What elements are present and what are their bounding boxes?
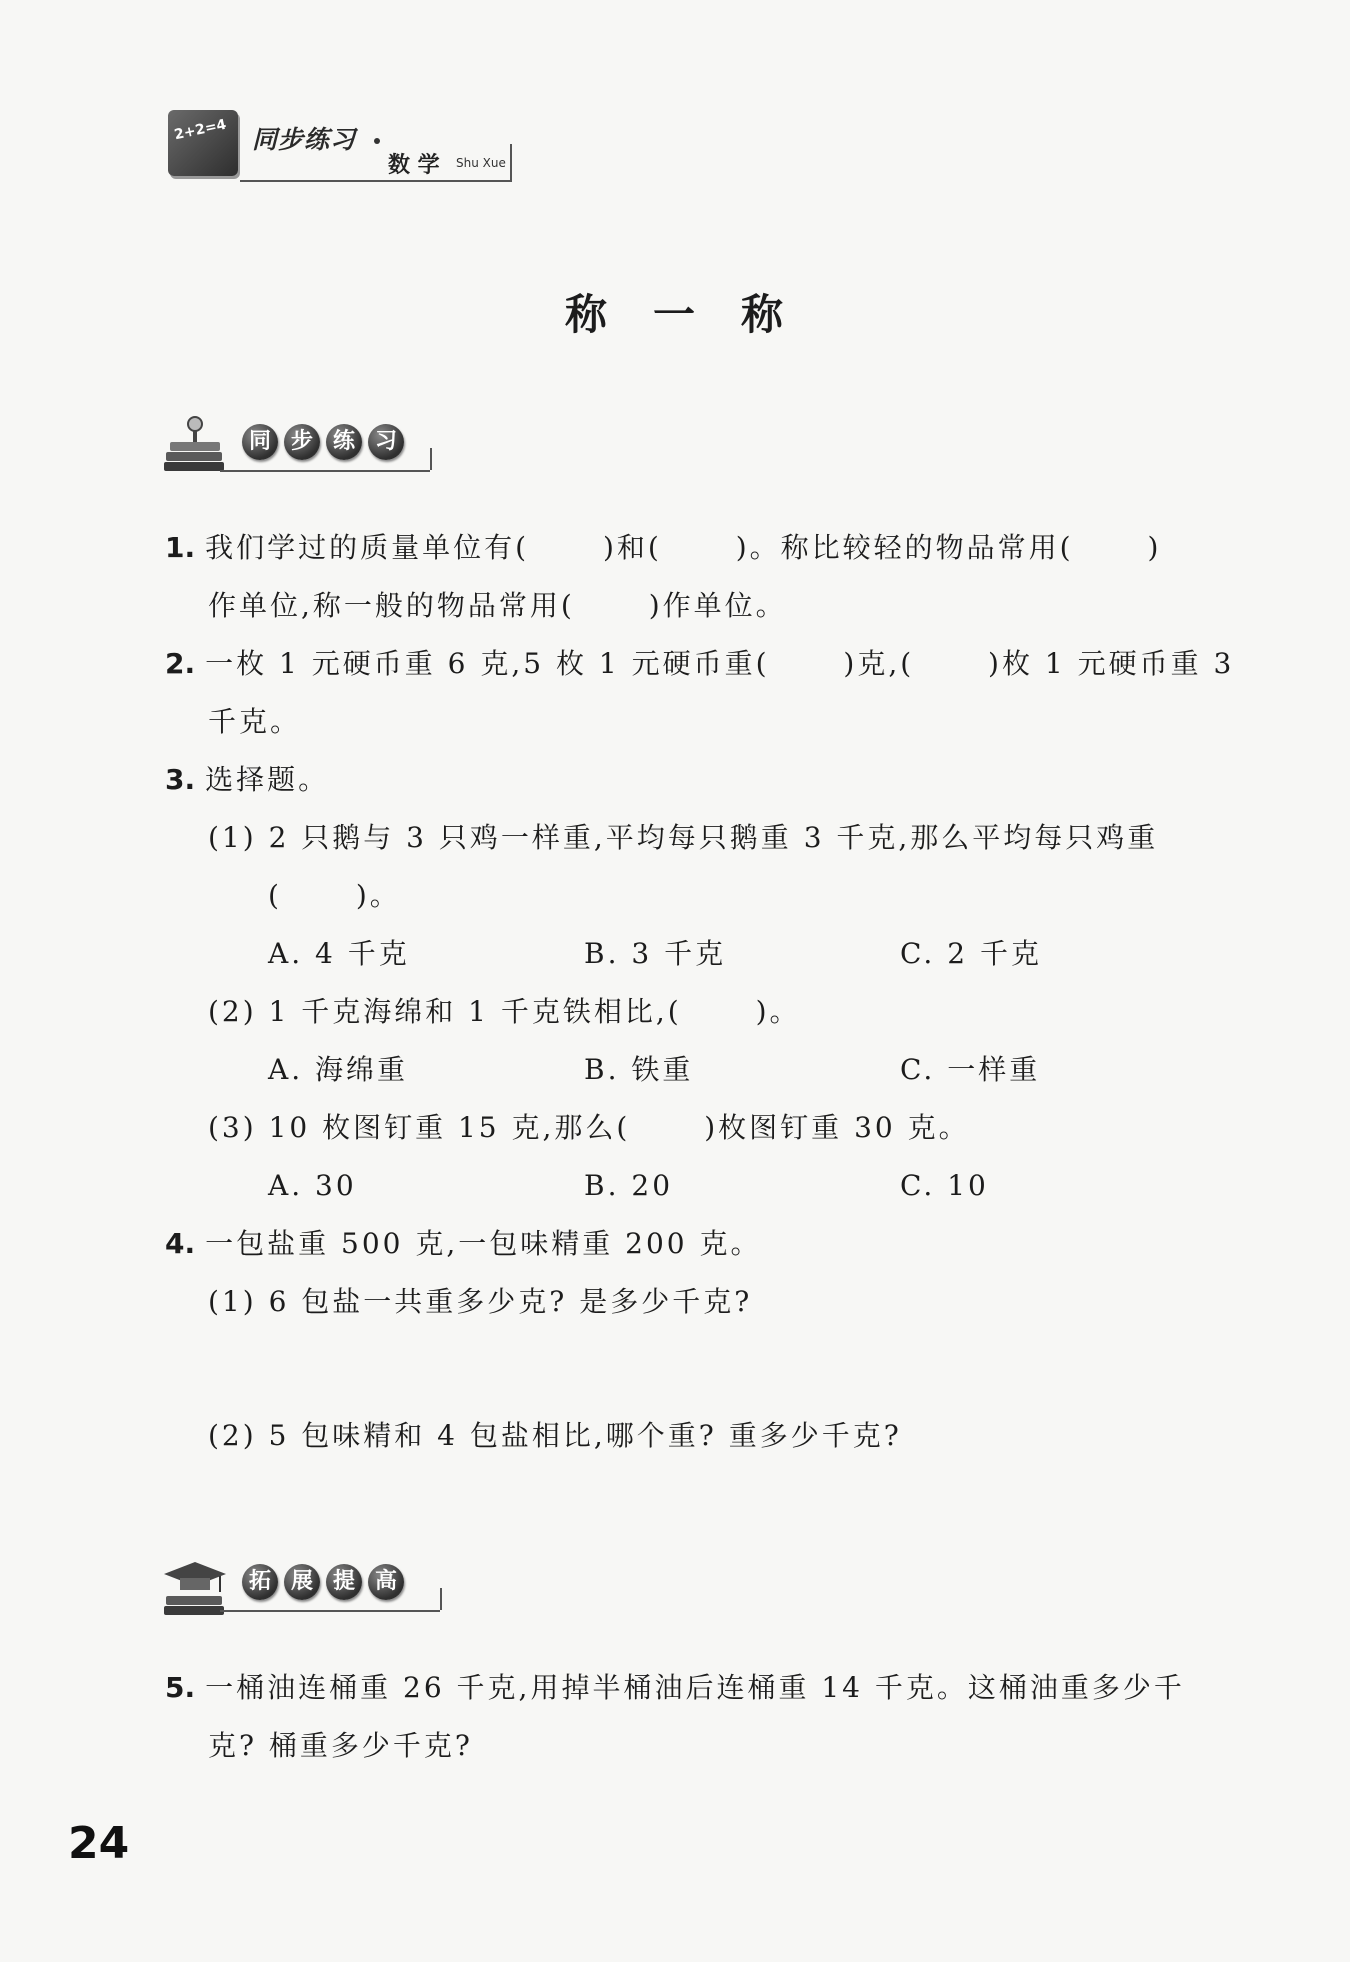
question-number: 1. <box>165 531 196 564</box>
page-number: 24 <box>68 1818 130 1869</box>
banner-char: 展 <box>284 1564 320 1600</box>
header-underline-end <box>510 144 512 180</box>
question-3 <box>165 760 329 800</box>
option-c: C. 10 <box>900 1169 989 1202</box>
banner-char: 练 <box>326 424 362 460</box>
question-number: 4. <box>165 1227 196 1260</box>
question-number: 3. <box>165 763 196 796</box>
separator-dot <box>374 138 380 144</box>
question-text: 选择题。 <box>205 763 330 796</box>
option-c: C. 一样重 <box>900 1053 1041 1086</box>
question-number: 2. <box>165 647 196 680</box>
banner-underline-end <box>440 1588 442 1610</box>
banner-char: 拓 <box>242 1564 278 1600</box>
question-4-1: (1) 6 包盐一共重多少克? 是多少千克? <box>208 1285 753 1318</box>
page-title: 称 一 称 <box>564 290 785 339</box>
question-3-1-line-2: ( )。 <box>268 879 401 912</box>
question-4-2: (2) 5 包味精和 4 包盐相比,哪个重? 重多少千克? <box>208 1419 902 1452</box>
question-3-2: (2) 1 千克海绵和 1 千克铁相比,( )。 <box>208 995 801 1028</box>
banner-char: 提 <box>326 1564 362 1600</box>
question-3-3: (3) 10 枚图钉重 15 克,那么( )枚图钉重 30 克。 <box>208 1111 970 1144</box>
option-b: B. 20 <box>584 1169 674 1202</box>
option-b: B. 3 千克 <box>584 937 727 970</box>
question-number: 5. <box>165 1671 196 1704</box>
option-a: A. 4 千克 <box>268 937 410 970</box>
banner-char: 步 <box>284 424 320 460</box>
banner-underline <box>220 1610 440 1612</box>
series-name: 同步练习 <box>252 125 357 154</box>
question-5-line-1 <box>165 1668 1185 1708</box>
blackboard-text: 2+2=4 <box>172 116 228 144</box>
question-1-line-1 <box>165 528 1161 568</box>
question-3-1-line-1: (1) 2 只鹅与 3 只鸡一样重,平均每只鹅重 3 千克,那么平均每只鸡重 <box>208 821 1159 854</box>
question-4 <box>165 1224 762 1264</box>
option-b: B. 铁重 <box>584 1053 694 1086</box>
question-2-line-1 <box>165 644 1234 684</box>
question-text: 一桶油连桶重 26 千克,用掉半桶油后连桶重 14 千克。这桶油重多少千 <box>205 1671 1185 1704</box>
banner-char: 高 <box>368 1564 404 1600</box>
header-logo <box>160 100 520 192</box>
section-banner-extension <box>160 1552 450 1622</box>
question-text: 一枚 1 元硬币重 6 克,5 枚 1 元硬币重( )克,( )枚 1 元硬币重 3 <box>205 647 1235 680</box>
option-a: A. 30 <box>268 1169 357 1202</box>
section-banner-practice <box>160 412 440 482</box>
banner-char: 同 <box>242 424 278 460</box>
question-text: 一包盐重 500 克,一包味精重 200 克。 <box>205 1227 762 1260</box>
banner-badges <box>242 424 404 460</box>
subject-name: 数 学 <box>388 153 440 178</box>
option-a: A. 海绵重 <box>268 1053 409 1086</box>
banner-char: 习 <box>368 424 404 460</box>
banner-underline <box>220 470 430 472</box>
blackboard-icon <box>168 110 238 176</box>
banner-underline-end <box>430 448 432 470</box>
subject-pinyin: Shu Xue <box>456 156 506 170</box>
question-1-line-2: 作单位,称一般的物品常用( )作单位。 <box>208 589 787 622</box>
header-underline <box>240 180 512 182</box>
question-2-line-2: 千克。 <box>208 705 302 738</box>
banner-badges <box>242 1564 404 1600</box>
question-5-line-2: 克? 桶重多少千克? <box>208 1729 473 1762</box>
question-text: 我们学过的质量单位有( )和( )。称比较轻的物品常用( ) <box>205 531 1162 564</box>
option-c: C. 2 千克 <box>900 937 1042 970</box>
